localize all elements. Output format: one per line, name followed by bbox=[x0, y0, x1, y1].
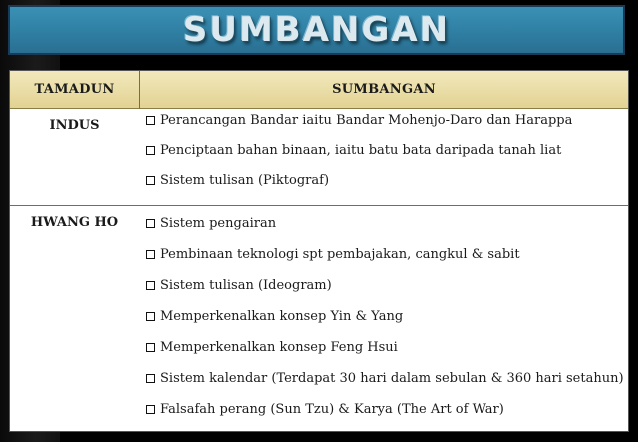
list-item-text: Sistem pengairan bbox=[160, 215, 277, 231]
checkbox-square-icon bbox=[146, 250, 155, 259]
table-row-indus bbox=[10, 109, 628, 205]
list-item-text: Sistem kalendar (Terdapat 30 hari dalam sebulan & 360 hari setahun) bbox=[160, 370, 624, 386]
checkbox-square-icon bbox=[146, 116, 155, 125]
list-item-text: Falsafah perang (Sun Tzu) & Karya (The Art of War) bbox=[160, 401, 504, 417]
checkbox-square-icon bbox=[146, 176, 155, 185]
page-title: SUMBANGAN bbox=[182, 10, 451, 50]
list-item bbox=[146, 170, 329, 190]
list-item-text: Memperkenalkan konsep Yin & Yang bbox=[160, 308, 404, 324]
list-item-text: Memperkenalkan konsep Feng Hsui bbox=[160, 339, 398, 355]
checkbox-square-icon bbox=[146, 343, 155, 352]
checkbox-square-icon bbox=[146, 146, 155, 155]
checkbox-square-icon bbox=[146, 219, 155, 228]
civilization-name: INDUS bbox=[49, 118, 100, 133]
list-item-text: Sistem tulisan (Ideogram) bbox=[160, 277, 332, 293]
list-item-text: Penciptaan bahan binaan, iaitu batu bata daripada tanah liat bbox=[160, 142, 562, 158]
list-item bbox=[146, 213, 276, 233]
checkbox-square-icon bbox=[146, 281, 155, 290]
table-header-row bbox=[10, 71, 628, 109]
list-item bbox=[146, 275, 332, 295]
list-item bbox=[146, 140, 561, 160]
list-item-text: Perancangan Bandar iaitu Bandar Mohenjo-Daro dan Harappa bbox=[160, 112, 573, 128]
list-item bbox=[146, 337, 398, 357]
table-row-hwang-ho bbox=[10, 206, 628, 431]
list-item bbox=[146, 306, 403, 326]
title-banner bbox=[8, 5, 625, 55]
list-item bbox=[146, 110, 572, 130]
list-item bbox=[146, 399, 504, 419]
header-sumbangan: SUMBANGAN bbox=[332, 82, 436, 97]
list-item bbox=[146, 368, 624, 388]
checkbox-square-icon bbox=[146, 405, 155, 414]
list-item bbox=[146, 244, 520, 264]
header-tamadun: TAMADUN bbox=[34, 82, 115, 97]
list-item-text: Pembinaan teknologi spt pembajakan, cangkul & sabit bbox=[160, 246, 520, 262]
checkbox-square-icon bbox=[146, 374, 155, 383]
civilization-name: HWANG HO bbox=[30, 215, 119, 230]
list-item-text: Sistem tulisan (Piktograf) bbox=[160, 172, 330, 188]
checkbox-square-icon bbox=[146, 312, 155, 321]
contributions-table bbox=[9, 70, 629, 432]
